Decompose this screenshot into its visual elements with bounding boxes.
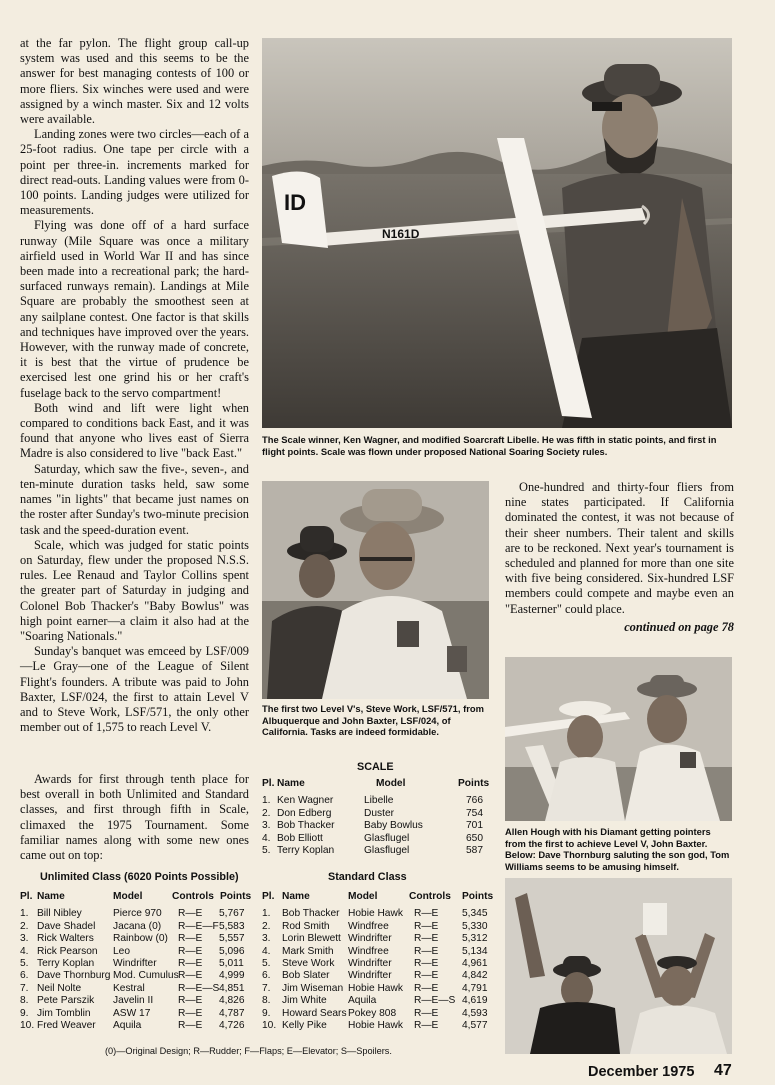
table-cell: R—E xyxy=(178,945,203,957)
table-cell: Kestral xyxy=(113,982,145,994)
standard-table-title: Standard Class xyxy=(328,871,407,883)
table-cell: Bob Thacker xyxy=(277,820,335,832)
paragraph: Awards for first through tenth place for best overall in both Unlimited and Standard classes, and first through fifth in Scale, climaxed the 1975 Tournament. Some familiar names along with some new ones came out on top: xyxy=(20,772,249,863)
caption-right-photo: Allen Hough with his Diamant getting pointers from the first to achieve Level V, John Baxter. Below: Dave Thornburg saluting the son god, Tom Williams seems to be amusing himself. xyxy=(505,826,730,872)
diamant-photo-illustration xyxy=(505,657,732,821)
table-cell: Hobie Hawk xyxy=(348,908,403,920)
standard-table xyxy=(262,891,492,1032)
table-cell: Javelin II xyxy=(113,995,154,1007)
table-cell: 10. xyxy=(20,1019,35,1031)
table-cell: Howard Sears xyxy=(282,1007,347,1019)
table-cell: 650 xyxy=(466,832,483,844)
table-cell: Rainbow (0) xyxy=(113,933,168,945)
table-cell: Hobie Hawk xyxy=(348,1019,403,1031)
table-cell: Windrifter xyxy=(113,957,157,969)
table-cell: 8. xyxy=(20,995,29,1007)
header-cell: Points xyxy=(458,778,490,789)
table-cell: Rod Smith xyxy=(282,920,330,932)
table-row xyxy=(262,983,492,995)
table-cell: Duster xyxy=(364,807,395,819)
table-row xyxy=(262,921,492,933)
table-cell: 10. xyxy=(262,1019,277,1031)
table-row xyxy=(262,1008,492,1020)
table-cell: Windfree xyxy=(348,920,389,932)
table-cell: R—E—F xyxy=(178,920,219,932)
level-v-photo-illustration xyxy=(262,481,489,699)
table-cell: 5,345 xyxy=(462,908,488,920)
table-cell: 4,999 xyxy=(219,970,245,982)
table-row xyxy=(262,833,492,845)
table-cell: 9. xyxy=(20,1007,29,1019)
table-cell: Fred Weaver xyxy=(37,1019,96,1031)
table-cell: Ken Wagner xyxy=(277,795,334,807)
table-cell: R—E—S xyxy=(414,995,456,1007)
table-cell: R—E xyxy=(414,933,439,945)
table-cell: 6. xyxy=(262,970,271,982)
table-cell: 4,842 xyxy=(462,970,488,982)
table-row xyxy=(262,1020,492,1032)
table-row xyxy=(262,958,492,970)
paragraph: at the far pylon. The flight group call-up system was used and this seems to be the answer for best managing contests of 100 or more fliers. Six winches were used and were assigned by a winch master. Six and 12 volts were available. xyxy=(20,36,249,127)
issue-date: December 1975 xyxy=(588,1064,695,1080)
table-cell: Terry Koplan xyxy=(277,844,335,856)
table-cell: Controls xyxy=(172,891,214,902)
table-cell: R—E xyxy=(178,908,203,920)
table-cell: 754 xyxy=(466,807,483,819)
paragraph: One-hundred and thirty-four fliers from nine states participated. If California dominated the contest, it was not because of their sheer numbers. Their talent and skills are to be reckoned. Next year's tournament is scheduled and planned for more than one site with five being considered. Six-hundred LSF members could compete and maybe even an "Easterner" could place. xyxy=(505,480,734,616)
table-cell: 587 xyxy=(466,844,483,856)
table-row xyxy=(262,970,492,982)
table-row xyxy=(20,946,250,958)
table-header xyxy=(262,891,492,903)
table-cell: Points xyxy=(220,891,252,902)
table-cell: Name xyxy=(37,891,65,902)
table-cell: 4,851 xyxy=(219,982,245,994)
table-row xyxy=(262,795,492,807)
paragraph: Flying was done off of a hard surface runway (Mile Square was once a military airfield used in World War II and has since been made into a recreational park; the hard-surfaced runways remain). Landings at Mile Square are probably the smoothest seen at any sailplane contest. One factor is that skills and techniques have improved over the years. However, with the runway made of concrete, it is best that the virtue of prudence be exercised lest one grind his or her craft's fuselage back to the servo compartment! xyxy=(20,218,249,400)
table-cell: Controls xyxy=(409,891,451,902)
table-cell: Model xyxy=(113,891,143,902)
table-row xyxy=(262,946,492,958)
scale-table-title: SCALE xyxy=(357,761,394,773)
table-cell: 766 xyxy=(466,795,483,807)
table-row xyxy=(262,908,492,920)
table-cell: R—E xyxy=(414,1019,439,1031)
photo-diamant xyxy=(505,657,732,821)
photo-saluting xyxy=(505,878,732,1054)
table-row xyxy=(20,983,250,995)
table-cell: 4,826 xyxy=(219,995,245,1007)
table-cell: Name xyxy=(282,891,310,902)
table-cell: Rick Walters xyxy=(37,933,94,945)
table-cell: 7. xyxy=(20,982,29,994)
table-cell: 5,330 xyxy=(462,920,488,932)
table-cell: 3. xyxy=(20,933,29,945)
table-cell: 5. xyxy=(20,957,29,969)
table-cell: 4. xyxy=(20,945,29,957)
table-cell: Glasflugel xyxy=(364,832,410,844)
table-cell: Terry Koplan xyxy=(37,957,95,969)
table-cell: 4,593 xyxy=(462,1007,488,1019)
unlimited-table-title: Unlimited Class (6020 Points Possible) xyxy=(40,871,239,883)
table-cell: 5,557 xyxy=(219,933,245,945)
table-row xyxy=(20,958,250,970)
table-cell: 7. xyxy=(262,982,271,994)
table-cell: 5,583 xyxy=(219,920,245,932)
table-cell: Mod. Cumulus xyxy=(113,970,179,982)
table-cell: Pete Parszik xyxy=(37,995,95,1007)
table-cell: Bill Nibley xyxy=(37,908,82,920)
table-cell: Lorin Blewett xyxy=(282,933,341,945)
table-cell: Jacana (0) xyxy=(113,920,162,932)
table-cell: Hobie Hawk xyxy=(348,982,403,994)
table-cell: Aquila xyxy=(348,995,377,1007)
table-cell: 4. xyxy=(262,945,271,957)
table-cell: 4,726 xyxy=(219,1019,245,1031)
table-cell: 701 xyxy=(466,820,483,832)
table-cell: R—E xyxy=(178,933,203,945)
table-cell: Jim Wiseman xyxy=(282,982,344,994)
table-cell: Libelle xyxy=(364,795,394,807)
table-cell: 4,961 xyxy=(462,957,488,969)
table-cell: Neil Nolte xyxy=(37,982,82,994)
table-cell: 4,791 xyxy=(462,982,488,994)
table-cell: 4. xyxy=(262,832,271,844)
controls-legend: (0)—Original Design; R—Rudder; F—Flaps; E—Elevator; S—Spoilers. xyxy=(105,1046,392,1056)
table-cell: Pokey 808 xyxy=(348,1007,397,1019)
table-cell: 6. xyxy=(20,970,29,982)
right-column-text xyxy=(505,480,734,617)
paragraph: Scale, which was judged for static points on Saturday, flew under the proposed N.S.S. rules. Lee Renaud and Taylor Collins spent the greater part of Saturday in judging and Colonel Bob Thacker's "Baby Bowlus" was high point earner—a claim it also had at the "Soaring Nationals." xyxy=(20,537,249,643)
table-cell: R—E xyxy=(178,957,203,969)
table-cell: 1. xyxy=(20,908,29,920)
table-row xyxy=(20,908,250,920)
table-cell: 2. xyxy=(262,920,271,932)
table-cell: Jim Tomblin xyxy=(37,1007,91,1019)
table-row xyxy=(20,970,250,982)
header-cell: Name xyxy=(277,778,305,789)
table-cell: Dave Shadel xyxy=(37,920,96,932)
paragraph: Saturday, which saw the five-, seven-, and ten-minute duration tasks held, saw some names "in lights" that became just names on the roster after Sunday's two-minute precision task and the speed-duration event. xyxy=(20,461,249,537)
table-cell: R—E xyxy=(414,908,439,920)
table-cell: Baby Bowlus xyxy=(364,820,423,832)
table-row xyxy=(20,995,250,1007)
table-cell: 2. xyxy=(20,920,29,932)
table-cell: Pierce 970 xyxy=(113,908,162,920)
table-cell: Mark Smith xyxy=(282,945,334,957)
table-cell: 3. xyxy=(262,820,271,832)
table-cell: 1. xyxy=(262,795,271,807)
table-row xyxy=(262,933,492,945)
table-row xyxy=(262,845,492,857)
paragraph: Sunday's banquet was emceed by LSF/009—Le Gray—one of the League of Silent Flight's founders. A tribute was paid to John Baxter, LSF/024, the first to attain Level V and to Steve Work, LSF/571, the only other member out of 1,575 to reach Level V. xyxy=(20,644,249,735)
table-cell: R—E xyxy=(178,970,203,982)
paragraph: Both wind and lift were light when compared to conditions back East, and it was found that anyone who lives east of Sierra Madre is also considered to live "back East." xyxy=(20,400,249,461)
table-cell: Windfree xyxy=(348,945,389,957)
saluting-photo-illustration xyxy=(505,878,732,1054)
table-cell: Windrifter xyxy=(348,957,392,969)
table-cell: ASW 17 xyxy=(113,1007,151,1019)
table-cell: 5. xyxy=(262,844,271,856)
table-cell: R—E xyxy=(178,1019,203,1031)
header-cell: Pl. xyxy=(262,778,275,789)
table-cell: Bob Elliott xyxy=(277,832,323,844)
table-cell: R—E xyxy=(414,970,439,982)
table-cell: 5,312 xyxy=(462,933,488,945)
table-cell: 5. xyxy=(262,957,271,969)
caption-middle-photo: The first two Level V's, Steve Work, LSF/571, from Albuquerque and John Baxter, LSF/024, of California. Tasks are indeed formidable. xyxy=(262,703,484,737)
table-row xyxy=(20,1008,250,1020)
table-cell: R—E—S xyxy=(178,982,220,994)
table-cell: 1. xyxy=(262,908,271,920)
table-cell: 4,619 xyxy=(462,995,488,1007)
table-cell: R—E xyxy=(414,945,439,957)
table-cell: Don Edberg xyxy=(277,807,332,819)
caption-top-photo: The Scale winner, Ken Wagner, and modified Soarcraft Libelle. He was fifth in static points, and first in flight points. Scale was flown under proposed National Soaring Society rules. xyxy=(262,434,717,457)
table-cell: Leo xyxy=(113,945,130,957)
table-cell: Points xyxy=(462,891,494,902)
table-cell: R—E xyxy=(178,995,203,1007)
table-cell: Jim White xyxy=(282,995,327,1007)
table-header xyxy=(20,891,250,903)
tail-marking: ID xyxy=(284,190,306,215)
table-cell: Windrifter xyxy=(348,970,392,982)
table-cell: R—E xyxy=(414,1007,439,1019)
table-header xyxy=(262,778,492,790)
table-row xyxy=(20,1020,250,1032)
table-cell: 9. xyxy=(262,1007,271,1019)
table-cell: 5,134 xyxy=(462,945,488,957)
table-cell: R—E xyxy=(178,1007,203,1019)
table-cell: Pl. xyxy=(20,891,33,902)
table-cell: 5,011 xyxy=(219,957,244,969)
photo-scale-winner xyxy=(262,38,732,428)
header-cell: Model xyxy=(376,778,406,789)
table-cell: Aquila xyxy=(113,1019,142,1031)
table-row xyxy=(262,995,492,1007)
table-row xyxy=(20,933,250,945)
left-column-text xyxy=(20,36,249,735)
table-cell: 4,787 xyxy=(219,1007,245,1019)
table-row xyxy=(262,808,492,820)
table-cell: Model xyxy=(348,891,378,902)
table-cell: 5,767 xyxy=(219,908,245,920)
table-cell: R—E xyxy=(414,920,439,932)
table-cell: Pl. xyxy=(262,891,275,902)
photo-level-v-fliers xyxy=(262,481,489,699)
unlimited-table xyxy=(20,891,250,1032)
glider-photo-illustration xyxy=(262,38,732,428)
awards-paragraph xyxy=(20,772,249,863)
table-cell: 2. xyxy=(262,807,271,819)
table-cell: Steve Work xyxy=(282,957,335,969)
table-cell: 4,577 xyxy=(462,1019,488,1031)
table-cell: 3. xyxy=(262,933,271,945)
table-cell: 8. xyxy=(262,995,271,1007)
table-cell: 5,096 xyxy=(219,945,245,957)
table-row xyxy=(20,921,250,933)
page-number: 47 xyxy=(714,1062,732,1079)
table-cell: R—E xyxy=(414,982,439,994)
scale-table xyxy=(262,778,492,857)
fuselage-marking: N161D xyxy=(382,227,420,241)
table-cell: Bob Thacker xyxy=(282,908,340,920)
table-cell: Glasflugel xyxy=(364,844,410,856)
table-cell: Bob Slater xyxy=(282,970,330,982)
table-cell: R—E xyxy=(414,957,439,969)
continued-line: continued on page 78 xyxy=(624,620,734,634)
table-cell: Rick Pearson xyxy=(37,945,98,957)
table-cell: Windrifter xyxy=(348,933,392,945)
paragraph: Landing zones were two circles—each of a 25-foot radius. One tape per circle with a point per three-in. increments marked for direct read-outs. Landing values were from 0-100 points. Landing judges were utilized for measurements. xyxy=(20,127,249,218)
table-row xyxy=(262,820,492,832)
table-cell: Dave Thornburg xyxy=(37,970,111,982)
table-cell: Kelly Pike xyxy=(282,1019,327,1031)
